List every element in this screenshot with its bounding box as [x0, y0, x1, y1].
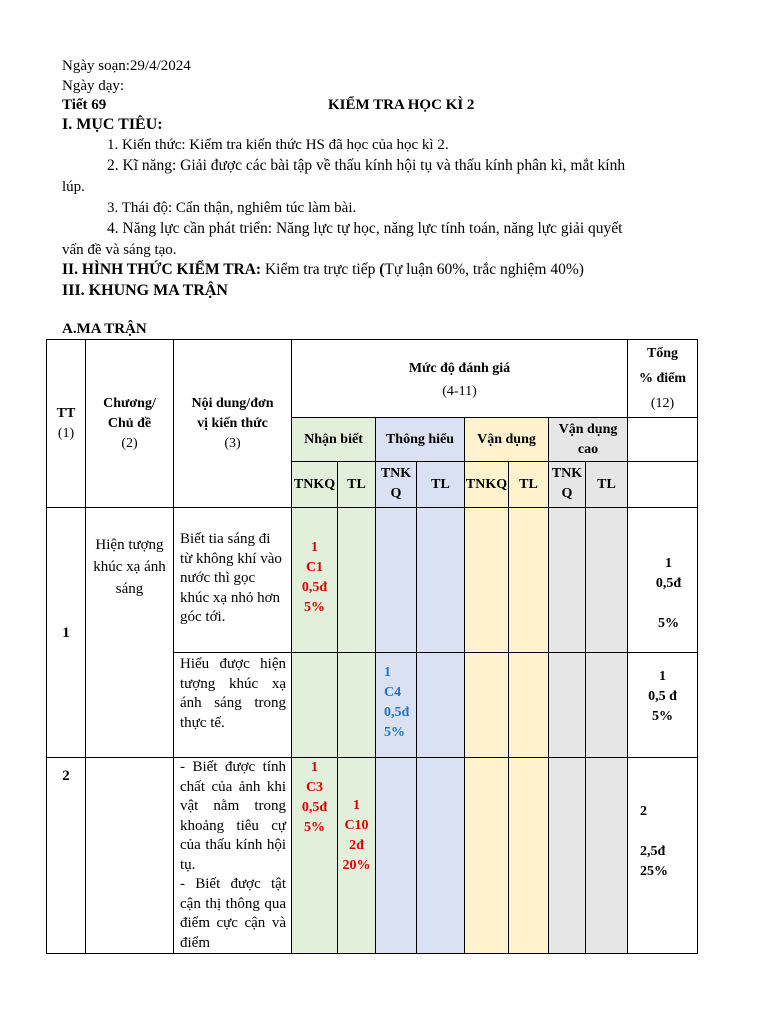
row-2-vd-tl	[509, 758, 549, 954]
khung-heading: III. KHUNG MA TRẬN	[62, 282, 228, 299]
sub-nb-tnkq: TNKQ	[292, 462, 338, 508]
header-noidung-label: Nội dung/đơn	[191, 395, 274, 411]
row-1-tt: 1	[47, 508, 86, 758]
level-thong-hieu: Thông hiểu	[376, 418, 465, 462]
header-tong-label-2: % điểm	[638, 371, 687, 386]
row-1b-nb-tl	[338, 653, 376, 758]
header-noidung-label-2: vị kiến thức	[197, 415, 268, 431]
row-1b-vdc-tl	[586, 653, 628, 758]
sub-vdc-tl: TL	[586, 462, 628, 508]
muc-tieu-heading: I. MỤC TIÊU:	[62, 116, 163, 133]
row-2-th-tl	[417, 758, 465, 954]
header-tt-label: TT	[56, 405, 76, 421]
row-2-tong: 2 2,5đ 25%	[628, 758, 698, 954]
sub-vd-tl: TL	[509, 462, 549, 508]
row-2-vdc-tl	[586, 758, 628, 954]
hinh-thuc-text-a: Kiểm tra trực tiếp	[261, 261, 380, 278]
page-title: KIỂM TRA HỌC KÌ 2	[328, 97, 475, 113]
header-row-1	[47, 340, 698, 418]
row-1a-vd-tnkq	[465, 508, 509, 653]
row-2-vdc-tnkq	[549, 758, 586, 954]
row-2-noidung: - Biết được tính chất của ảnh khi vật nằm trong khoảng tiêu cự của thấu kính hội tụ. - Biết được tật cận thị thông qua điểm cực cận và điểm	[174, 758, 292, 954]
row-1a-nb-tl	[338, 508, 376, 653]
row-2-vd-tnkq	[465, 758, 509, 954]
ngay-day: Ngày dạy:	[62, 78, 125, 94]
header-tong	[628, 340, 698, 418]
level-nhan-biet: Nhận biết	[292, 418, 376, 462]
row-1a-vd-tl	[509, 508, 549, 653]
row-2-nb-tnkq: 1 C3 0,5đ 5%	[292, 758, 338, 954]
row-1b-th-tl	[417, 653, 465, 758]
row-1a-nb-tnkq: 1 C1 0,5đ 5%	[292, 508, 338, 653]
level-van-dung: Vận dụng	[465, 418, 549, 462]
header-mucdo	[292, 340, 628, 418]
header-tt-num: (1)	[57, 425, 75, 441]
header-chuong-label-2: Chủ đề	[107, 415, 152, 431]
row-1b-th-tnkq: 1 C4 0,5đ 5%	[376, 653, 417, 758]
thai-do-text: 3. Thái độ: Cẩn thận, nghiêm túc làm bài.	[107, 200, 357, 216]
header-chuong	[86, 340, 174, 508]
row-2-nb-tl: 1 C10 2đ 20%	[338, 758, 376, 954]
nang-luc-text-cont: vấn đề và sáng tạo.	[62, 242, 177, 258]
row-1a-vdc-tl	[586, 508, 628, 653]
header-noidung	[174, 340, 292, 508]
header-tong-num: (12)	[650, 396, 675, 411]
row-1b-vd-tnkq	[465, 653, 509, 758]
nang-luc-text: 4. Năng lực cần phát triển: Năng lực tự học, năng lực tính toán, năng lực giải quyết	[107, 220, 623, 237]
row-1b-vdc-tnkq	[549, 653, 586, 758]
sub-nb-tl: TL	[338, 462, 376, 508]
ma-tran-table	[46, 339, 698, 954]
row-1a-noidung: Biết tia sáng đi từ không khí vào nước thì gọc khúc xạ nhỏ hơn góc tới.	[174, 508, 292, 653]
tiet-label: Tiết 69	[62, 97, 107, 113]
sub-tong-empty	[628, 462, 698, 508]
row-1b-noidung: Hiểu được hiện tượng khúc xạ ánh sáng trong thực tế.	[174, 653, 292, 758]
hinh-thuc-text-b: Tự luận 60%, trắc nghiệm 40%)	[384, 261, 584, 278]
row-1b-nb-tnkq	[292, 653, 338, 758]
ki-nang-text: 2. Kĩ năng: Giải được các bài tập về thấu kính hội tụ và thấu kính phân kì, mắt kính	[107, 157, 626, 174]
ngay-soan: Ngày soạn:29/4/2024	[62, 58, 191, 74]
kien-thuc-text: 1. Kiến thức: Kiểm tra kiến thức HS đã học của học kì 2.	[107, 137, 449, 153]
ki-nang-text-cont: lúp.	[62, 179, 85, 195]
row-1a-th-tnkq	[376, 508, 417, 653]
sub-th-tl: TL	[417, 462, 465, 508]
header-noidung-num: (3)	[224, 435, 241, 451]
header-chuong-num: (2)	[121, 435, 138, 451]
sub-th-tnkq: TNK Q	[376, 462, 417, 508]
row-2-chuong	[86, 758, 174, 954]
row-1a-vdc-tnkq	[549, 508, 586, 653]
sub-vdc-tnkq: TNK Q	[549, 462, 586, 508]
row-2-th-tnkq	[376, 758, 417, 954]
table-row	[47, 758, 698, 954]
header-tong-label: Tổng	[646, 346, 679, 361]
level-van-dung-cao: Vận dụng cao	[549, 418, 628, 462]
header-mucdo-num: (4-11)	[442, 383, 477, 399]
sub-vd-tnkq: TNKQ	[465, 462, 509, 508]
header-mucdo-label: Mức độ đánh giá	[408, 360, 511, 376]
ma-tran-heading: A.MA TRẬN	[62, 321, 147, 337]
row-1a-tong: 1 0,5đ 5%	[628, 508, 698, 653]
row-1b-vd-tl	[509, 653, 549, 758]
row-1-chuong: Hiện tượng khúc xạ ánh sáng	[86, 508, 174, 758]
hinh-thuc-line	[62, 260, 584, 280]
row-1b-tong: 1 0,5 đ 5%	[628, 653, 698, 758]
row-1a-th-tl	[417, 508, 465, 653]
level-tong-empty	[628, 418, 698, 462]
header-tt	[47, 340, 86, 508]
header-chuong-label: Chương/	[103, 395, 156, 411]
hinh-thuc-paren: (	[379, 261, 385, 278]
table-row	[47, 508, 698, 653]
hinh-thuc-heading: II. HÌNH THỨC KIỂM TRA:	[62, 261, 262, 278]
row-2-tt: 2	[47, 758, 86, 954]
